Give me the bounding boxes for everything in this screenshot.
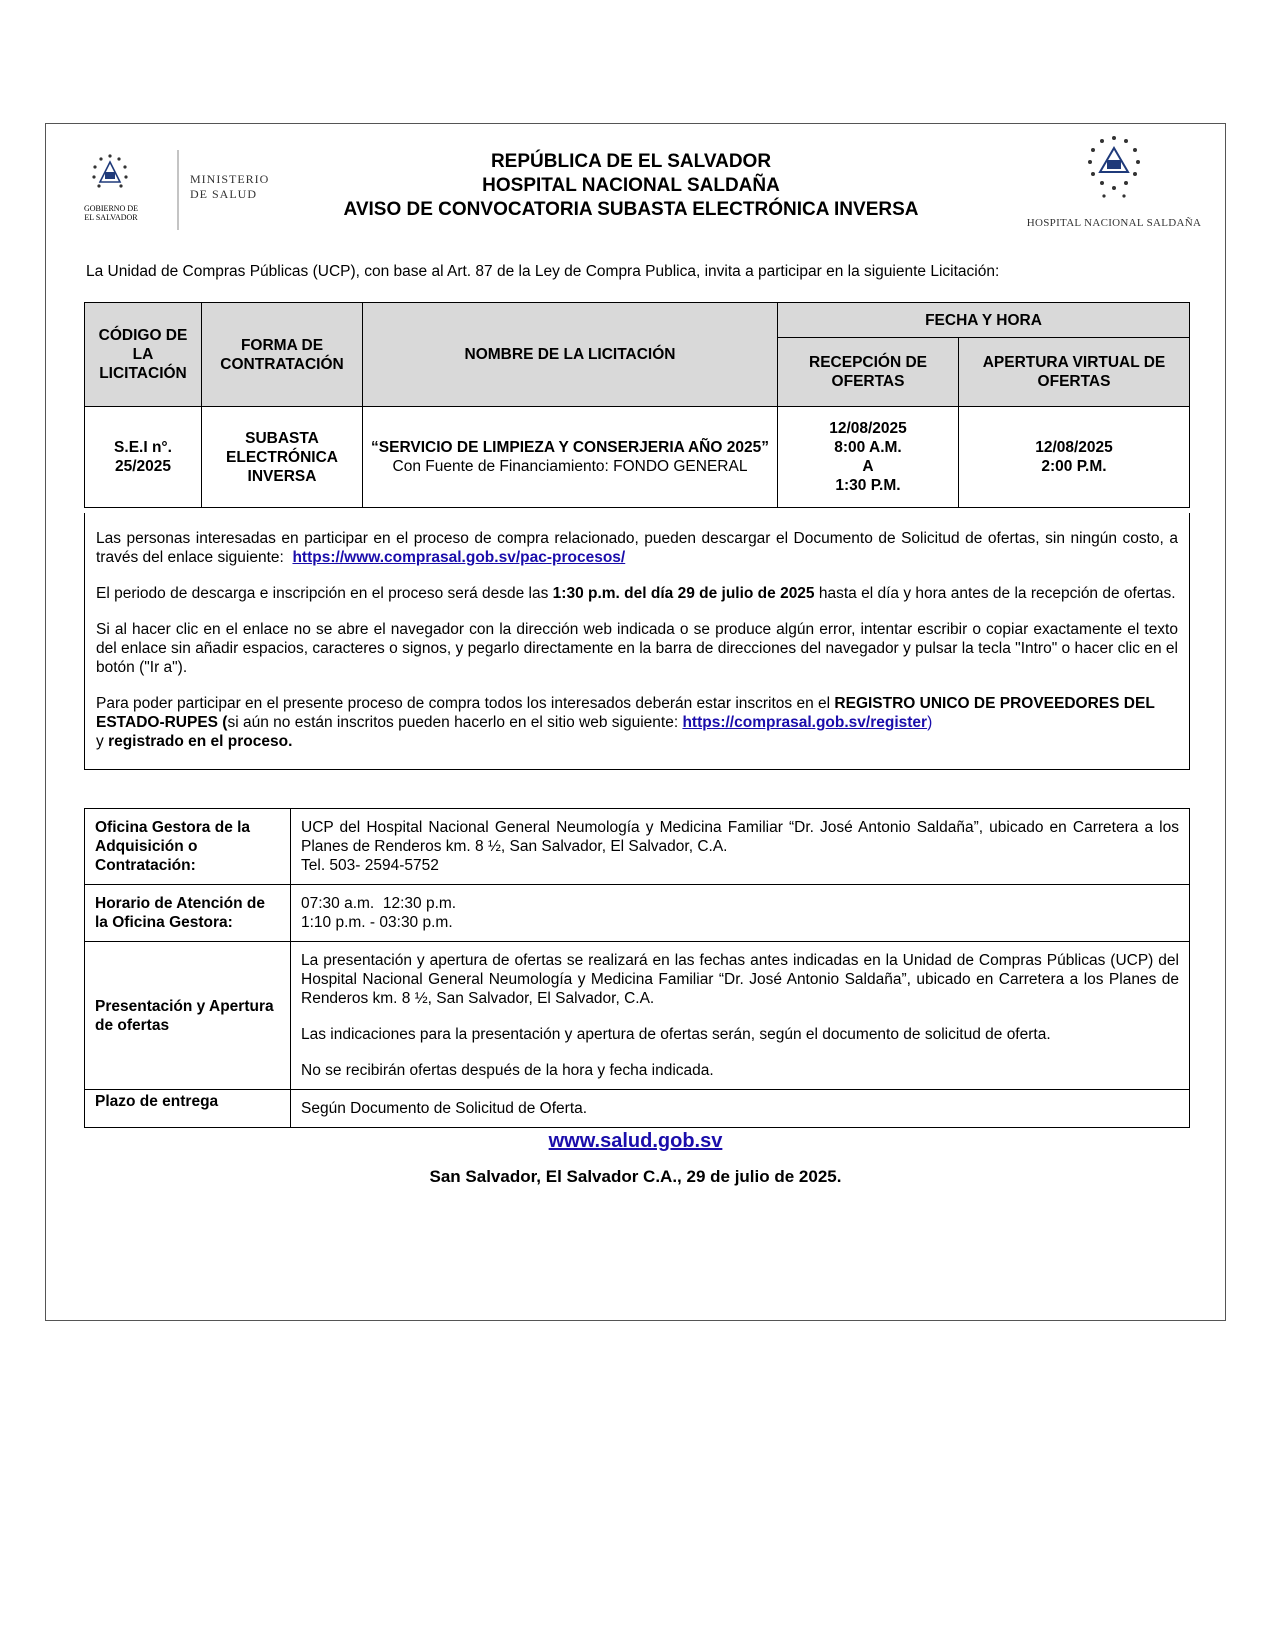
- paragraph-ayuda-enlace: Si al hacer clic en el enlace no se abre el navegador con la dirección web indicada o se produce algún error, intentar escribir o copiar exactamente el texto del enlace sin añadir espacios, caracteres o signos, y pegarlo directamente en la barra de direcciones del navegador y pulsar la tecla "Intro" o hacer clic en el botón ("Ir a").: [96, 621, 1178, 676]
- cell-forma: SUBASTA ELECTRÓNICA INVERSA: [202, 407, 363, 508]
- table-header-row: [85, 303, 1190, 338]
- p4-end-bold: registrado en el proceso.: [108, 733, 293, 750]
- paragraph-descarga: [96, 529, 1178, 567]
- info-row-horario: [85, 885, 1190, 942]
- horario-value: [291, 885, 1190, 942]
- document-header: [46, 124, 1225, 244]
- horario-1: 07:30 a.m. 12:30 p.m.: [301, 895, 457, 912]
- presentacion-p2: Las indicaciones para la presentación y apertura de ofertas serán, según el documento de solicitud de oferta.: [301, 1026, 1051, 1043]
- header-fecha-hora: FECHA Y HORA: [778, 303, 1190, 338]
- gobierno-line1: GOBIERNO DE: [84, 204, 138, 213]
- horario-label: Horario de Atención de la Oficina Gestora:: [85, 885, 291, 942]
- horario-2: 1:10 p.m. - 03:30 p.m.: [301, 914, 453, 931]
- cell-nombre: [363, 407, 778, 508]
- document-title-block: [306, 150, 956, 222]
- document-frame: [45, 123, 1226, 1321]
- ministerio-line1: MINISTERIO: [190, 172, 270, 186]
- p2-bold: 1:30 p.m. del día 29 de julio de 2025: [552, 585, 815, 602]
- p2-pre: El periodo de descarga e inscripción en el proceso será desde las: [96, 585, 549, 602]
- apertura-hora: 2:00 P.M.: [1041, 458, 1107, 475]
- header-nombre: NOMBRE DE LA LICITACIÓN: [363, 303, 778, 407]
- p1-text: Las personas interesadas en participar en el proceso de compra relacionado, pueden descargar el Documento de Solicitud de ofertas, sin ningún costo, a través del enlace siguiente:: [96, 530, 1178, 566]
- paragraph-periodo: [96, 584, 1178, 603]
- table-row: [85, 407, 1190, 508]
- plazo-value: Según Documento de Solicitud de Oferta.: [291, 1090, 1190, 1128]
- licitacion-table: [84, 302, 1190, 508]
- info-row-plazo: [85, 1090, 1190, 1128]
- el-salvador-coat-of-arms-icon: [1074, 130, 1154, 210]
- header-recepcion: RECEPCIÓN DE OFERTAS: [778, 338, 959, 407]
- presentacion-label: Presentación y Apertura de ofertas: [85, 942, 291, 1090]
- hospital-saldana-logo: [1019, 130, 1209, 240]
- p2-post: hasta el día y hora antes de la recepción de ofertas.: [818, 585, 1176, 602]
- oficina-text: UCP del Hospital Nacional General Neumología y Medicina Familiar “Dr. José Antonio Saldaña”, ubicado en Carretera a los Planes de Renderos km. 8 ½, San Salvador, El Salvador, C.A.: [301, 819, 1179, 855]
- apertura-fecha: 12/08/2025: [1035, 439, 1113, 456]
- oficina-value: [291, 809, 1190, 885]
- presentacion-p3: No se recibirán ofertas después de la hora y fecha indicada.: [301, 1062, 714, 1079]
- cell-apertura: [959, 407, 1190, 508]
- recepcion-hora-inicio: 8:00 A.M.: [834, 439, 902, 456]
- p4-pre: Para poder participar en el presente proceso de compra todos los interesados deberán estar inscritos en el: [96, 695, 831, 712]
- footer-date: San Salvador, El Salvador C.A., 29 de julio de 2025.: [429, 1167, 842, 1186]
- recepcion-fecha: 12/08/2025: [829, 420, 907, 437]
- gobierno-line2: EL SALVADOR: [84, 213, 138, 222]
- header-codigo: CÓDIGO DE LA LICITACIÓN: [85, 303, 202, 407]
- header-apertura: APERTURA VIRTUAL DE OFERTAS: [959, 338, 1190, 407]
- pac-procesos-link[interactable]: https://www.comprasal.gob.sv/pac-procesos/: [292, 549, 626, 566]
- info-row-presentacion: [85, 942, 1190, 1090]
- nombre-titulo: “SERVICIO DE LIMPIEZA Y CONSERJERIA AÑO 2025”: [371, 439, 769, 456]
- title-republica: REPÚBLICA DE EL SALVADOR: [490, 151, 772, 172]
- title-hospital: HOSPITAL NACIONAL SALDAÑA: [482, 175, 780, 196]
- title-aviso: AVISO DE CONVOCATORIA SUBASTA ELECTRÓNICA INVERSA: [343, 199, 919, 220]
- instructions-block: [84, 513, 1190, 770]
- footer-link-row: [46, 1130, 1225, 1153]
- info-table: [84, 808, 1190, 1128]
- ministerio-line2: DE SALUD: [190, 187, 257, 201]
- nombre-fuente: Con Fuente de Financiamiento: FONDO GENERAL: [392, 458, 748, 475]
- info-row-oficina: [85, 809, 1190, 885]
- plazo-label: Plazo de entrega: [85, 1090, 291, 1128]
- oficina-tel: Tel. 503- 2594-5752: [301, 857, 439, 874]
- recepcion-a: A: [862, 458, 874, 475]
- salud-website-link[interactable]: www.salud.gob.sv: [548, 1130, 723, 1152]
- cell-codigo: S.E.I n°. 25/2025: [85, 407, 202, 508]
- p4-close: ): [927, 714, 933, 731]
- presentacion-p1: La presentación y apertura de ofertas se realizará en las fechas antes indicadas en la Unidad de Compras Públicas (UCP) del Hospital Nacional General Neumología y Medicina Familiar “Dr. José Antonio Saldaña”, ubicado en Carretera a los Planes de Renderos km. 8 ½, San Salvador, El Salvador, C.A.: [301, 952, 1179, 1007]
- cell-recepcion: [778, 407, 959, 508]
- header-forma: FORMA DE CONTRATACIÓN: [202, 303, 363, 407]
- intro-text: La Unidad de Compras Públicas (UCP), con base al Art. 87 de la Ley de Compra Publica, invita a participar en la siguiente Licitación:: [86, 263, 1000, 280]
- paragraph-rupes: [96, 694, 1178, 751]
- recepcion-hora-fin: 1:30 P.M.: [835, 477, 901, 494]
- p4-bold: REGISTRO UNICO DE PROVEEDORES DEL ESTADO-RUPES (: [96, 695, 1155, 731]
- register-link[interactable]: https://comprasal.gob.sv/register: [682, 714, 928, 731]
- p4-mid: si aún no están inscritos pueden hacerlo en el sitio web siguiente:: [227, 714, 679, 731]
- hospital-logo-caption: HOSPITAL NACIONAL SALDAÑA: [1026, 217, 1202, 229]
- presentacion-value: [291, 942, 1190, 1090]
- p4-end-pre: y: [96, 733, 104, 750]
- ministerio-salud-logo: [80, 146, 270, 236]
- oficina-label: Oficina Gestora de la Adquisición o Contratación:: [85, 809, 291, 885]
